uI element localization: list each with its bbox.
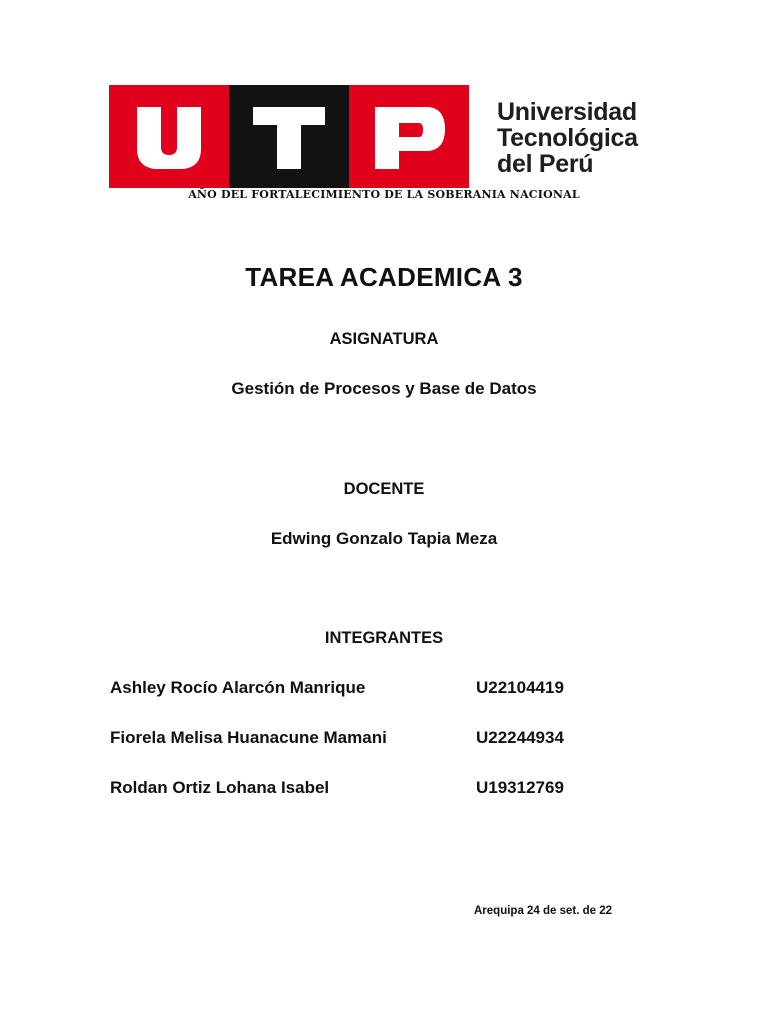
university-name-line-2: Tecnológica bbox=[497, 124, 638, 152]
university-name-line-1: Universidad bbox=[497, 98, 637, 126]
teacher-name: Edwing Gonzalo Tapia Meza bbox=[270, 529, 498, 548]
year-motto: AÑO DEL FORTALECIMIENTO DE LA SOBERANIA NACIONAL bbox=[188, 188, 580, 201]
document-title: TAREA ACADEMICA 3 bbox=[245, 262, 523, 292]
member-name: Roldan Ortiz Lohana Isabel bbox=[110, 778, 330, 797]
member-row bbox=[110, 778, 630, 804]
members-label: INTEGRANTES bbox=[324, 629, 444, 647]
member-name: Fiorela Melisa Huanacune Mamani bbox=[110, 728, 387, 747]
member-code: U22244934 bbox=[476, 728, 564, 747]
member-row bbox=[110, 678, 630, 704]
university-name bbox=[497, 99, 677, 177]
logo-letter-p bbox=[349, 85, 469, 188]
place-date: Arequipa 24 de set. de 22 bbox=[474, 905, 613, 917]
university-name-line-3: del Perú bbox=[497, 150, 594, 178]
utp-logo bbox=[109, 85, 669, 188]
member-row bbox=[110, 728, 630, 754]
member-code: U22104419 bbox=[476, 678, 564, 697]
member-name: Ashley Rocío Alarcón Manrique bbox=[110, 678, 366, 697]
subject-name: Gestión de Procesos y Base de Datos bbox=[231, 379, 537, 398]
teacher-label: DOCENTE bbox=[343, 480, 425, 498]
member-code: U19312769 bbox=[476, 778, 564, 797]
logo-letter-u bbox=[109, 85, 229, 188]
subject-label: ASIGNATURA bbox=[329, 330, 439, 348]
logo-letter-t bbox=[229, 85, 349, 188]
